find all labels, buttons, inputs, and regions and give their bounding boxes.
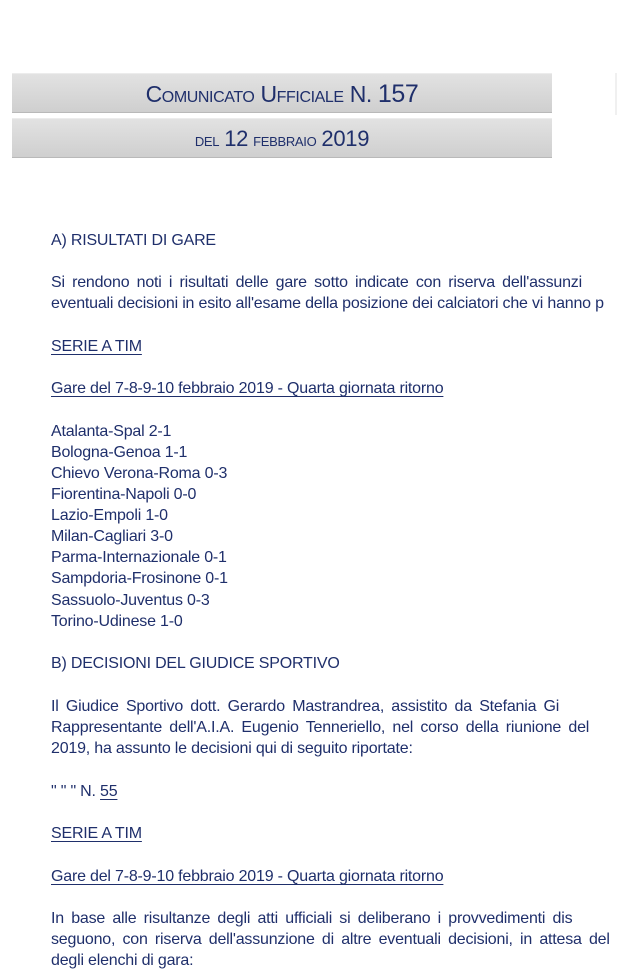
date-month: febbraio: [253, 130, 317, 151]
date-day: 12: [224, 126, 249, 151]
section-a-heading: A) RISULTATI DI GARE: [51, 232, 216, 249]
title-number: 157: [377, 80, 419, 108]
section-b-round: Gare del 7-8-9-10 febbraio 2019 - Quarta giornata ritorno: [51, 868, 444, 885]
decision-number-prefix: " " " N.: [51, 783, 96, 800]
section-b-para-line-3: 2019, ha assunto le decisioni qui di seguito riportate:: [51, 740, 413, 757]
list-item: Lazio-Empoli 1-0: [51, 507, 168, 524]
section-a-league: SERIE A TIM: [51, 338, 142, 355]
list-item: Atalanta-Spal 2-1: [51, 423, 172, 440]
section-b-body-line-1: In base alle risultanze degli atti ufficiali si deliberano i provvedimenti dis: [51, 910, 573, 927]
list-item: Milan-Cagliari 3-0: [51, 528, 173, 545]
list-item: Sassuolo-Juventus 0-3: [51, 592, 210, 609]
decision-number-value: 55: [100, 783, 118, 800]
section-b-heading: B) DECISIONI DEL GIUDICE SPORTIVO: [51, 655, 340, 672]
section-b-league: SERIE A TIM: [51, 825, 142, 842]
list-item: Fiorentina-Napoli 0-0: [51, 486, 197, 503]
section-a-intro-line-2: eventuali decisioni in esito all'esame della posizione dei calciatori che vi hanno p: [51, 295, 604, 312]
list-item: Chievo Verona-Roma 0-3: [51, 465, 228, 482]
title-text: Comunicato Ufficiale N.: [145, 81, 372, 107]
section-b-body-line-3: degli elenchi di gara:: [51, 952, 194, 969]
section-b-body-line-2: seguono, con riserva dell'assunzione di altre eventuali decisioni, in attesa del: [51, 931, 610, 948]
section-a-intro-line-1: Si rendono noti i risultati delle gare sotto indicate con riserva dell'assunzi: [51, 274, 582, 291]
document-body: [51, 0, 620, 973]
date-prefix: del: [194, 130, 220, 151]
date-year: 2019: [321, 126, 370, 151]
section-b-para-line-1: Il Giudice Sportivo dott. Gerardo Mastrandrea, assistito da Stefania Gi: [51, 698, 560, 715]
decision-number: [51, 783, 117, 801]
list-item: Bologna-Genoa 1-1: [51, 444, 188, 461]
list-item: Torino-Udinese 1-0: [51, 613, 183, 630]
section-b-para-line-2: Rappresentante dell'A.I.A. Eugenio Tenneriello, nel corso della riunione del: [51, 719, 590, 736]
list-item: Parma-Internazionale 0-1: [51, 549, 227, 566]
list-item: Sampdoria-Frosinone 0-1: [51, 570, 228, 587]
section-a-round: Gare del 7-8-9-10 febbraio 2019 - Quarta giornata ritorno: [51, 380, 444, 397]
